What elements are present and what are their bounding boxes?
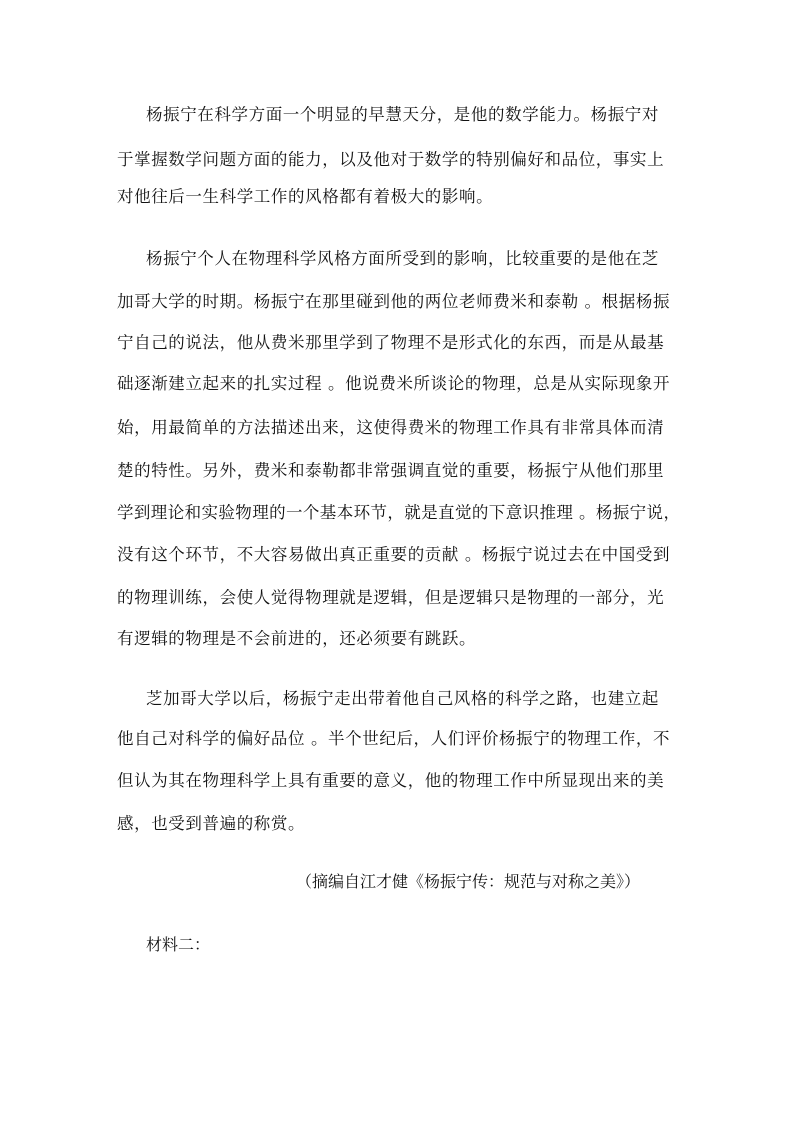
source-citation: （摘编自江才健《杨振宁传：规范与对称之美》） (296, 872, 641, 891)
paragraph-line: 杨振宁个人在物理科学风格方面所受到的影响，比较重要的是他在芝 (146, 249, 659, 268)
paragraph-line: 他自己对科学的偏好品位 。半个世纪后，人们评价杨振宁的物理工作，不 (117, 729, 671, 748)
paragraph-line: 但认为其在物理科学上具有重要的意义，他的物理工作中所显现出来的美 (117, 771, 665, 790)
paragraph-line: 于掌握数学问题方面的能力，以及他对于数学的特别偏好和品位，事实上 (117, 150, 665, 169)
paragraph-line: 学到理论和实验物理的一个基本环节，就是直觉的下意识推理 。杨振宁说， (117, 503, 681, 522)
paragraph-line: 杨振宁在科学方面一个明显的早慧天分，是他的数学能力。杨振宁对 (146, 105, 659, 124)
paragraph-line: 有逻辑的物理是不会前进的，还必须要有跳跃。 (117, 629, 477, 648)
paragraph-line: 宁自己的说法，他从费米那里学到了物理不是形式化的东西，而是从最基 (117, 333, 665, 352)
paragraph-line: 没有这个环节，不大容易做出真正重要的贡献 。杨振宁说过去在中国受到 (117, 545, 671, 564)
paragraph-line: 的物理训练，会使人觉得物理就是逻辑，但是逻辑只是物理的一部分，光 (117, 588, 665, 607)
paragraph-line: 楚的特性。另外，费米和泰勒都非常强调直觉的重要，杨振宁从他们那里 (117, 461, 665, 480)
paragraph-line: 加哥大学的时期。杨振宁在那里碰到他的两位老师费米和泰勒 。根据杨振 (117, 292, 671, 311)
section-label: 材料二： (146, 935, 211, 954)
paragraph-line: 始，用最简单的方法描述出来，这使得费米的物理工作具有非常具体而清 (117, 418, 665, 437)
paragraph-line: 芝加哥大学以后，杨振宁走出带着他自己风格的科学之路，也建立起 (146, 689, 659, 708)
paragraph-line: 对他往后一生科学工作的风格都有着极大的影响。 (117, 187, 494, 206)
paragraph-line: 础逐渐建立起来的扎实过程 。他说费米所谈论的物理，总是从实际现象开 (117, 374, 671, 393)
paragraph-line: 感，也受到普遍的称赏。 (117, 814, 306, 833)
